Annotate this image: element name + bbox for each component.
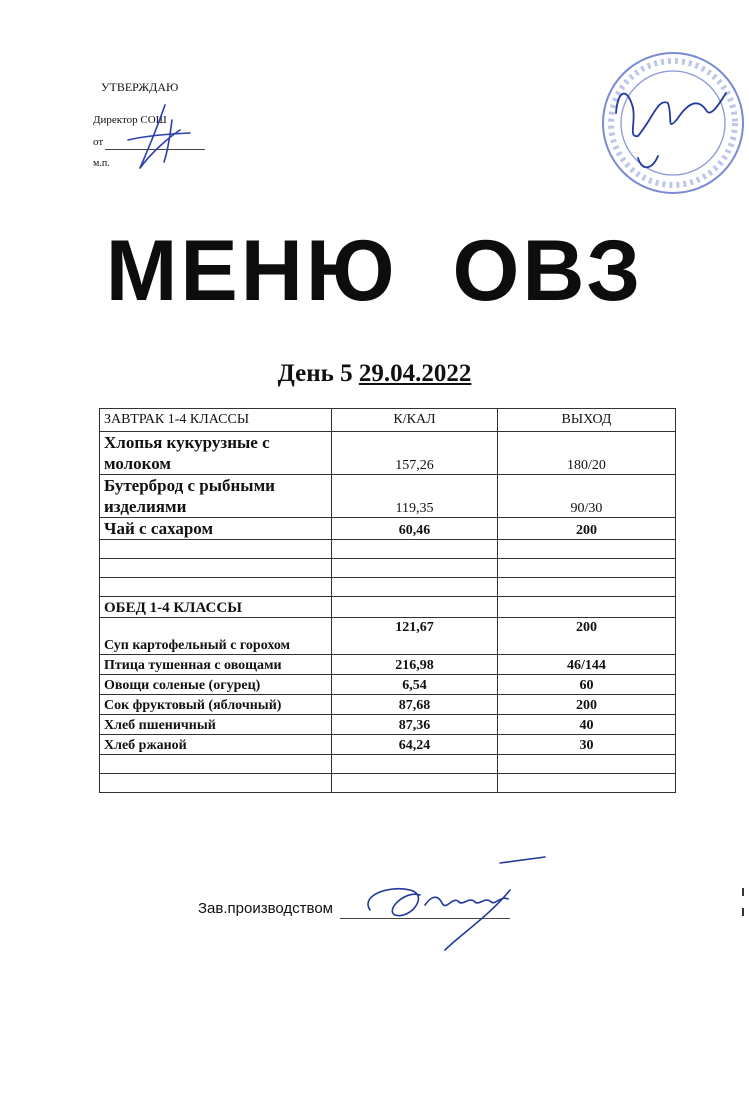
dish-kcal: 119,35 xyxy=(332,475,498,518)
table-row xyxy=(100,675,676,695)
round-stamp xyxy=(598,48,748,198)
dish-kcal: 60,46 xyxy=(332,518,498,540)
production-head-signature xyxy=(350,855,550,955)
dish-yield: 200 xyxy=(498,695,676,715)
table-row xyxy=(100,715,676,735)
dish-name: Чай с сахаром xyxy=(100,518,332,540)
table-row xyxy=(100,432,676,475)
dish-name: Сок фруктовый (яблочный) xyxy=(100,695,332,715)
day-label: День 5 xyxy=(277,360,353,387)
header-kcal: К/КАЛ xyxy=(332,409,498,432)
dish-name: Суп картофельный с горохом xyxy=(100,618,332,655)
dish-name: Овощи соленые (огурец) xyxy=(100,675,332,695)
dish-kcal: 216,98 xyxy=(332,655,498,675)
approval-position: Директор СОШ xyxy=(93,114,167,126)
dish-yield: 40 xyxy=(498,715,676,735)
table-row xyxy=(100,618,676,655)
dish-yield: 180/20 xyxy=(498,432,676,475)
dish-name: Хлеб ржаной xyxy=(100,735,332,755)
dish-name: Хлопья кукурузные с молоком xyxy=(100,432,332,475)
lunch-header: ОБЕД 1-4 КЛАССЫ xyxy=(100,597,332,618)
director-signature xyxy=(110,100,210,180)
day-date: 29.04.2022 xyxy=(358,360,472,387)
dish-name: Хлеб пшеничный xyxy=(100,715,332,735)
header-meal: ЗАВТРАК 1-4 КЛАССЫ xyxy=(100,409,332,432)
table-row xyxy=(100,518,676,540)
dish-kcal: 121,67 xyxy=(332,618,498,655)
scan-edge-mark xyxy=(742,888,745,918)
table-row xyxy=(100,735,676,755)
approval-from-label: от xyxy=(93,136,104,148)
menu-table xyxy=(99,408,676,793)
approval-title: УТВЕРЖДАЮ xyxy=(101,80,179,94)
dish-yield: 200 xyxy=(498,518,676,540)
approval-seal-place: м.п. xyxy=(93,158,110,169)
empty-row xyxy=(100,540,676,559)
footer-label: Зав.производством xyxy=(198,900,333,917)
dish-yield: 60 xyxy=(498,675,676,695)
dish-kcal: 64,24 xyxy=(332,735,498,755)
dish-kcal: 157,26 xyxy=(332,432,498,475)
empty-row xyxy=(100,774,676,793)
day-heading xyxy=(0,360,749,388)
table-row xyxy=(100,655,676,675)
empty-row xyxy=(100,578,676,597)
dish-name: Птица тушенная с овощами xyxy=(100,655,332,675)
dish-kcal: 87,68 xyxy=(332,695,498,715)
dish-kcal: 87,36 xyxy=(332,715,498,735)
dish-name: Бутерброд с рыбными изделиями xyxy=(100,475,332,518)
dish-kcal: 6,54 xyxy=(332,675,498,695)
empty-row xyxy=(100,755,676,774)
empty-row xyxy=(100,559,676,578)
table-header-row xyxy=(100,409,676,432)
dish-yield: 30 xyxy=(498,735,676,755)
page-title: МЕНЮ ОВЗ xyxy=(105,223,644,319)
table-row xyxy=(100,695,676,715)
dish-yield: 90/30 xyxy=(498,475,676,518)
dish-yield: 46/144 xyxy=(498,655,676,675)
lunch-header-row xyxy=(100,597,676,618)
header-yield: ВЫХОД xyxy=(498,409,676,432)
table-row xyxy=(100,475,676,518)
dish-yield: 200 xyxy=(498,618,676,655)
